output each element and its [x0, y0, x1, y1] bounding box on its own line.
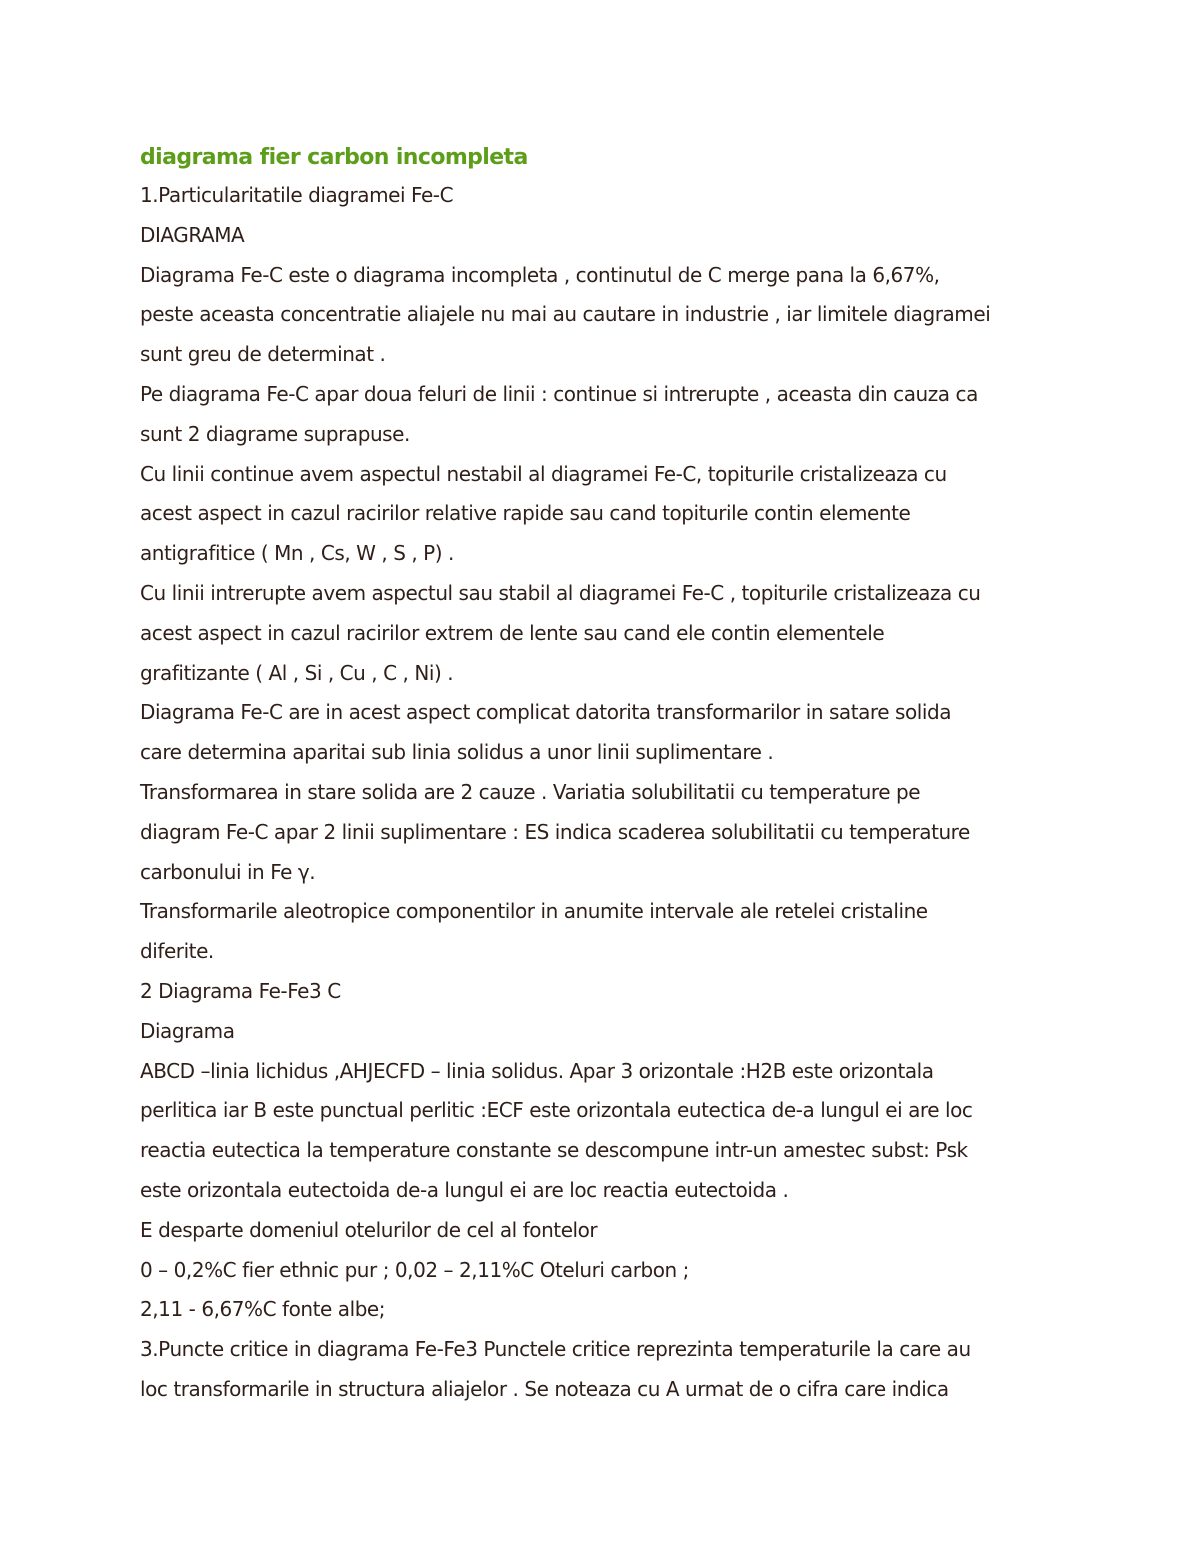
text-line: 2 Diagrama Fe-Fe3 C — [140, 978, 341, 1003]
document-title: diagrama fier carbon incompleta — [140, 145, 528, 170]
text-line: Transformarile aleotropice componentilor in anumite intervale ale retelei cristaline — [140, 899, 928, 924]
text-line: reactia eutectica la temperature constante se descompune intr-un amestec subst: Psk — [140, 1138, 968, 1163]
text-line: perlitica iar B este punctual perlitic :ECF este orizontala eutectica de-a lungul ei are loc — [140, 1098, 973, 1123]
text-line: 2,11 - 6,67%C fonte albe; — [140, 1297, 386, 1322]
text-line: Diagrama Fe-C are in acest aspect complicat datorita transformarilor in satare solida — [140, 700, 952, 725]
text-line: sunt 2 diagrame suprapuse. — [140, 421, 410, 446]
text-line: peste aceasta concentratie aliajele nu mai au cautare in industrie , iar limitele diagramei — [140, 302, 991, 327]
text-line: sunt greu de determinat . — [140, 342, 386, 367]
text-line: acest aspect in cazul racirilor relative rapide sau cand topiturile contin elemente — [140, 501, 911, 526]
text-line: Cu linii continue avem aspectul nestabil al diagramei Fe-C, topiturile cristalizeaza cu — [140, 461, 947, 486]
text-line: Diagrama Fe-C este o diagrama incompleta , continutul de C merge pana la 6,67%, — [140, 262, 940, 287]
text-line: este orizontala eutectoida de-a lungul ei are loc reactia eutectoida . — [140, 1177, 789, 1202]
text-line: carbonului in Fe γ. — [140, 859, 316, 884]
text-line: 3.Puncte critice in diagrama Fe-Fe3 Punctele critice reprezinta temperaturile la care au — [140, 1337, 971, 1362]
text-line: diferite. — [140, 939, 214, 964]
text-line: E desparte domeniul otelurilor de cel al fontelor — [140, 1217, 598, 1242]
text-line: Cu linii intrerupte avem aspectul sau stabil al diagramei Fe-C , topiturile cristalizeaza cu — [140, 580, 981, 605]
text-line: antigrafitice ( Mn , Cs, W , S , P) . — [140, 541, 454, 566]
text-line: Diagrama — [140, 1018, 235, 1043]
text-line: loc transformarile in structura aliajelor . Se noteaza cu A urmat de o cifra care indica — [140, 1376, 949, 1401]
document-body — [140, 140, 1080, 1410]
text-line: Transformarea in stare solida are 2 cauze . Variatia solubilitatii cu temperature pe — [140, 779, 921, 804]
text-line: DIAGRAMA — [140, 222, 245, 247]
text-line: acest aspect in cazul racirilor extrem de lente sau cand ele contin elementele — [140, 620, 885, 645]
text-line: 0 – 0,2%C fier ethnic pur ; 0,02 – 2,11%C Oteluri carbon ; — [140, 1257, 689, 1282]
text-line: diagram Fe-C apar 2 linii suplimentare : ES indica scaderea solubilitatii cu temperature — [140, 819, 970, 844]
text-line: Pe diagrama Fe-C apar doua feluri de linii : continue si intrerupte , aceasta din cauza ca — [140, 381, 978, 406]
text-line: 1.Particularitatile diagramei Fe-C — [140, 183, 454, 207]
text-line: grafitizante ( Al , Si , Cu , C , Ni) . — [140, 660, 454, 685]
text-line: ABCD –linia lichidus ,AHJECFD – linia solidus. Apar 3 orizontale :H2B este orizontala — [140, 1058, 934, 1083]
text-line: care determina aparitai sub linia solidus a unor linii suplimentare . — [140, 740, 774, 765]
